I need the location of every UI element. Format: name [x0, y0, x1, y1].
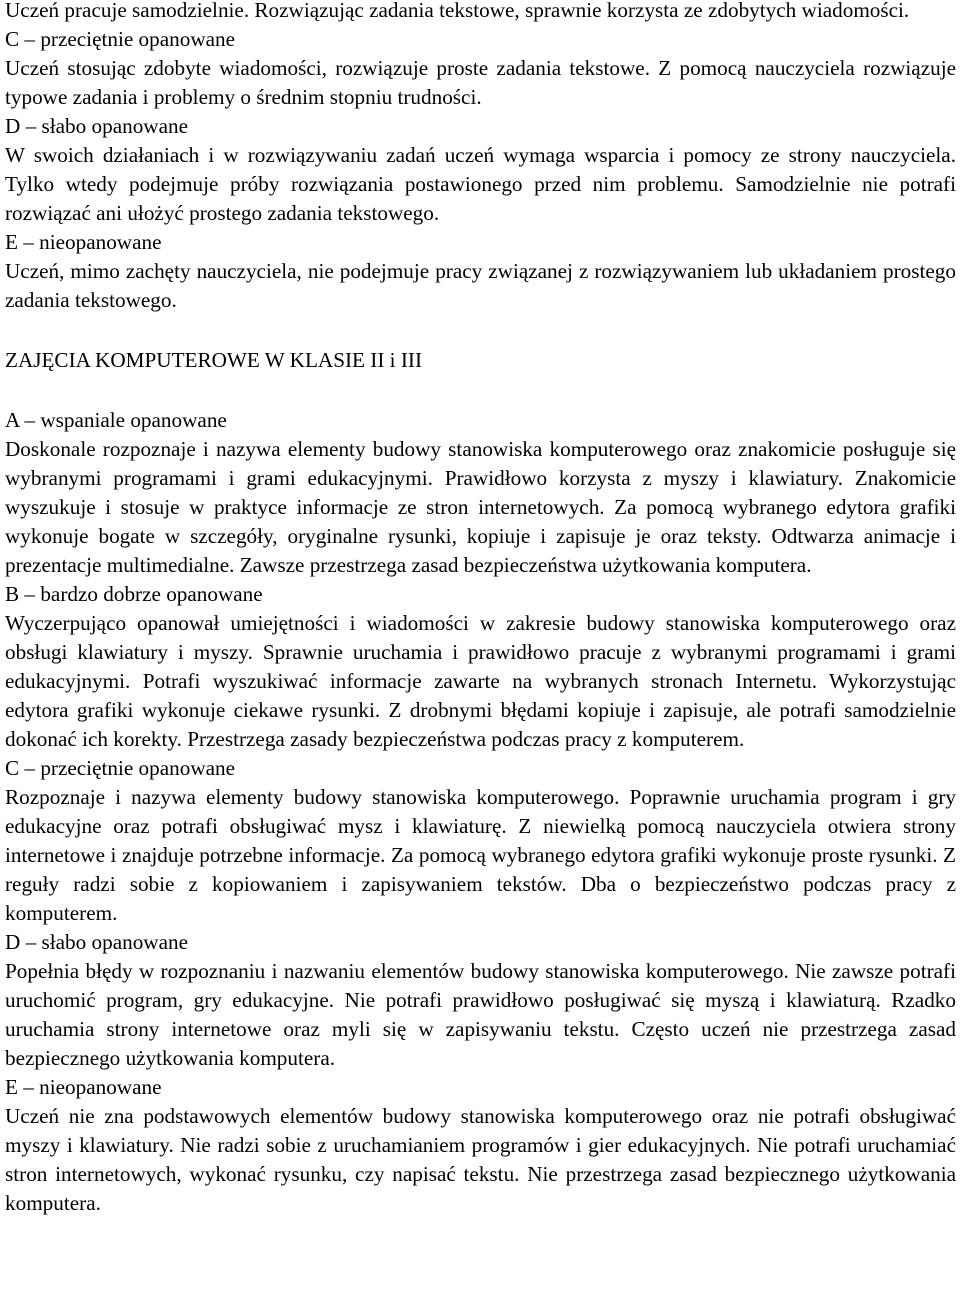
paragraph-e: Uczeń nie zna podstawowych elementów budowy stanowiska komputerowego oraz nie potrafi obsługiwać myszy i klawiatury. Nie radzi sobie z uruchamianiem programów i gier edukacyjnych. Nie potrafi uruchamiać stron internetowych, wykonać rysunku, czy napisać tekstu. Nie przestrzega zasad bezpiecznego użytkowania komputera.: [5, 1104, 956, 1215]
paragraph-a: Doskonale rozpoznaje i nazywa elementy budowy stanowiska komputerowego oraz znakomicie posługuje się wybranymi programami i grami edukacyjnymi. Prawidłowo korzysta z myszy i klawiatury. Znakomicie wyszukuje i stosuje w praktyce informacje ze stron internetowych. Za pomocą wybranego edytora grafiki wykonuje bogate w szczegóły, oryginalne rysunki, kopiuje i zapisuje je oraz teksty. Odtwarza animacje i prezentacje multimedialne. Zawsze przestrzega zasad bezpieczeństwa użytkowania komputera.: [5, 437, 956, 577]
spacer: [5, 315, 956, 346]
paragraph-c: Uczeń stosując zdobyte wiadomości, rozwiązuje proste zadania tekstowe. Z pomocą nauczyciela rozwiązuje typowe zadania i problemy o średnim stopniu trudności.: [5, 56, 956, 109]
section-title: ZAJĘCIA KOMPUTEROWE W KLASIE II i III: [5, 348, 423, 372]
spacer: [5, 375, 956, 406]
grade-heading-e: E – nieopanowane: [5, 230, 162, 254]
grade-heading-d: D – słabo opanowane: [5, 930, 188, 954]
document-body: [5, 0, 956, 1218]
paragraph-e: Uczeń, mimo zachęty nauczyciela, nie podejmuje pracy związanej z rozwiązywaniem lub układaniem prostego zadania tekstowego.: [5, 259, 956, 312]
grade-heading-c: C – przeciętnie opanowane: [5, 756, 236, 780]
grade-heading-e: E – nieopanowane: [5, 1075, 162, 1099]
paragraph-c: Rozpoznaje i nazywa elementy budowy stanowiska komputerowego. Poprawnie uruchamia program i gry edukacyjne oraz potrafi obsługiwać mysz i klawiaturę. Z niewielką pomocą nauczyciela otwiera strony internetowe i znajduje potrzebne informacje. Za pomocą wybranego edytora grafiki wykonuje proste rysunki. Z reguły radzi sobie z kopiowaniem i zapisywaniem tekstów. Dba o bezpieczeństwo podczas pracy z komputerem.: [5, 785, 956, 925]
grade-heading-b: B – bardzo dobrze opanowane: [5, 582, 263, 606]
paragraph-d: Popełnia błędy w rozpoznaniu i nazwaniu elementów budowy stanowiska komputerowego. Nie zawsze potrafi uruchomić program, gry edukacyjne. Nie potrafi prawidłowo posługiwać się myszą i klawiaturą. Rzadko uruchamia strony internetowe oraz myli się w zapisywaniu tekstu. Często uczeń nie przestrzega zasad bezpiecznego użytkowania komputera.: [5, 959, 956, 1070]
paragraph-b: Wyczerpująco opanował umiejętności i wiadomości w zakresie budowy stanowiska komputerowego oraz obsługi klawiatury i myszy. Sprawnie uruchamia i prawidłowo pracuje z wybranymi programami i grami edukacyjnymi. Potrafi wyszukiwać informacje zawarte na wybranych stronach Internetu. Wykorzystując edytora grafiki wykonuje ciekawe rysunki. Z drobnymi błędami kopiuje i zapisuje, ale potrafi samodzielnie dokonać ich korekty. Przestrzega zasady bezpieczeństwa podczas pracy z komputerem.: [5, 611, 956, 751]
paragraph-b-continued: Uczeń pracuje samodzielnie. Rozwiązując zadania tekstowe, sprawnie korzysta ze zdobytych wiadomości.: [5, 0, 910, 22]
grade-heading-c: C – przeciętnie opanowane: [5, 27, 236, 51]
paragraph-d: W swoich działaniach i w rozwiązywaniu zadań uczeń wymaga wsparcia i pomocy ze strony nauczyciela. Tylko wtedy podejmuje próby rozwiązania postawionego przed nim problemu. Samodzielnie nie potrafi rozwiązać ani ułożyć prostego zadania tekstowego.: [5, 143, 956, 225]
grade-heading-a: A – wspaniale opanowane: [5, 408, 227, 432]
grade-heading-d: D – słabo opanowane: [5, 114, 188, 138]
